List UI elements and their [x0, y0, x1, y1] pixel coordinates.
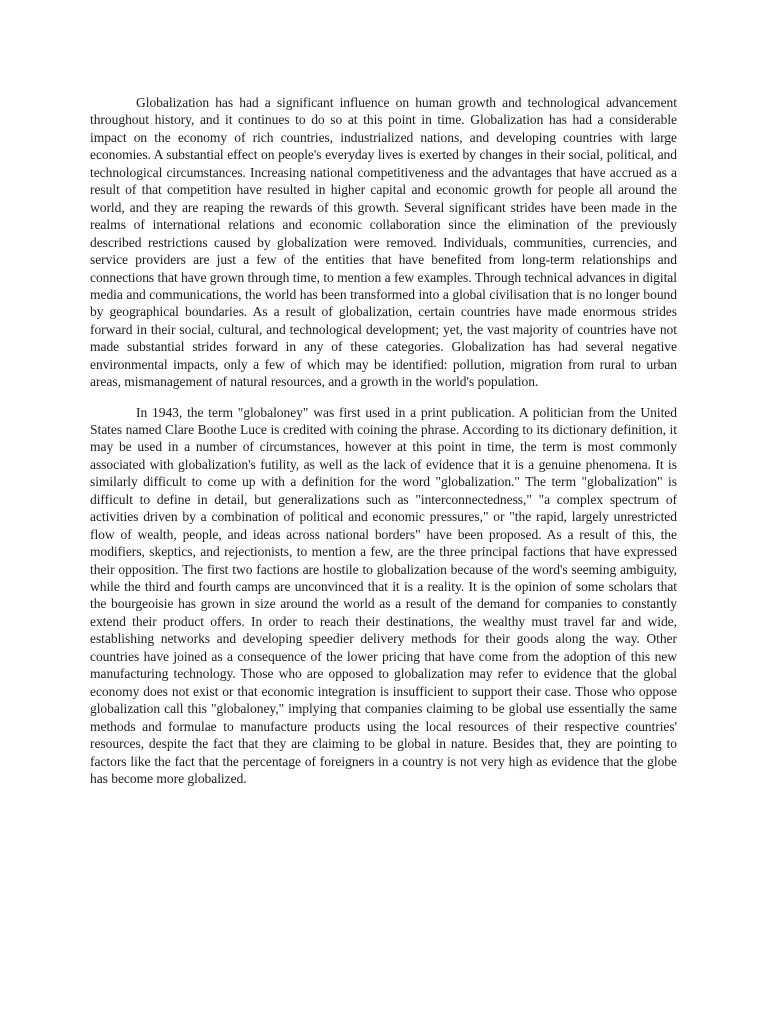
paragraph-globaloney: In 1943, the term "globaloney" was first used in a print publication. A politician from the United States named Clare Boothe Luce is credited with coining the phrase. According to its dictionary definition, it may be used in a number of circumstances, however at this point in time, the term is most commonly associated with globalization's futility, as well as the lack of evidence that it is a genuine phenomena. It is similarly difficult to come up with a definition for the word "globalization." The term "globalization" is difficult to define in detail, but generalizations such as "interconnectedness," "a complex spectrum of activities driven by a combination of political and economic pressures," or "the rapid, largely unrestricted flow of wealth, people, and ideas across national borders" have been proposed. As a result of this, the modifiers, skeptics, and rejectionists, to mention a few, are the three principal factions that have expressed their opposition. The first two factions are hostile to globalization because of the word's seeming ambiguity, while the third and fourth camps are unconvinced that it is a reality. It is the opinion of some scholars that the bourgeoisie has grown in size around the world as a result of the demand for companies to constantly extend their product offers. In order to reach their destinations, the wealthy must travel far and wide, establishing networks and developing speedier delivery methods for their goods along the way. Other countries have joined as a consequence of the lower pricing that have come from the adoption of this new manufacturing technology. Those who are opposed to globalization may refer to evidence that the global economy does not exist or that economic integration is insufficient to support their case. Those who oppose globalization call this "globaloney," implying that companies claiming to be global use essentially the same methods and formulae to manufacture products using the local resources of their respective countries' resources, despite the fact that they are claiming to be global in nature. Besides that, they are pointing to factors like the fact that the percentage of foreigners in a country is not very high as evidence that the globe has become more globalized.	[90, 404, 677, 787]
paragraph-globalization-influence: Globalization has had a significant influence on human growth and technological advancement throughout history, and it continues to do so at this point in time. Globalization has had a considerable impact on the economy of rich countries, industrialized nations, and developing countries with large economies. A substantial effect on people's everyday lives is exerted by changes in their social, political, and technological circumstances. Increasing national competitiveness and the advantages that have accrued as a result of that competition have resulted in higher capital and economic growth for people all around the world, and they are reaping the rewards of this growth. Several significant strides have been made in the realms of international relations and economic collaboration since the elimination of the previously described restrictions caused by globalization were removed. Individuals, communities, currencies, and service providers are just a few of the entities that have benefited from long-term relationships and connections that have grown through time, to mention a few examples. Through technical advances in digital media and communications, the world has been transformed into a global civilisation that is no longer bound by geographical boundaries. As a result of globalization, certain countries have made enormous strides forward in their social, cultural, and technological development; yet, the vast majority of countries have not made substantial strides forward in any of these categories. Globalization has had several negative environmental impacts, only a few of which may be identified: pollution, migration from rural to urban areas, mismanagement of natural resources, and a growth in the world's population.	[90, 95, 677, 390]
